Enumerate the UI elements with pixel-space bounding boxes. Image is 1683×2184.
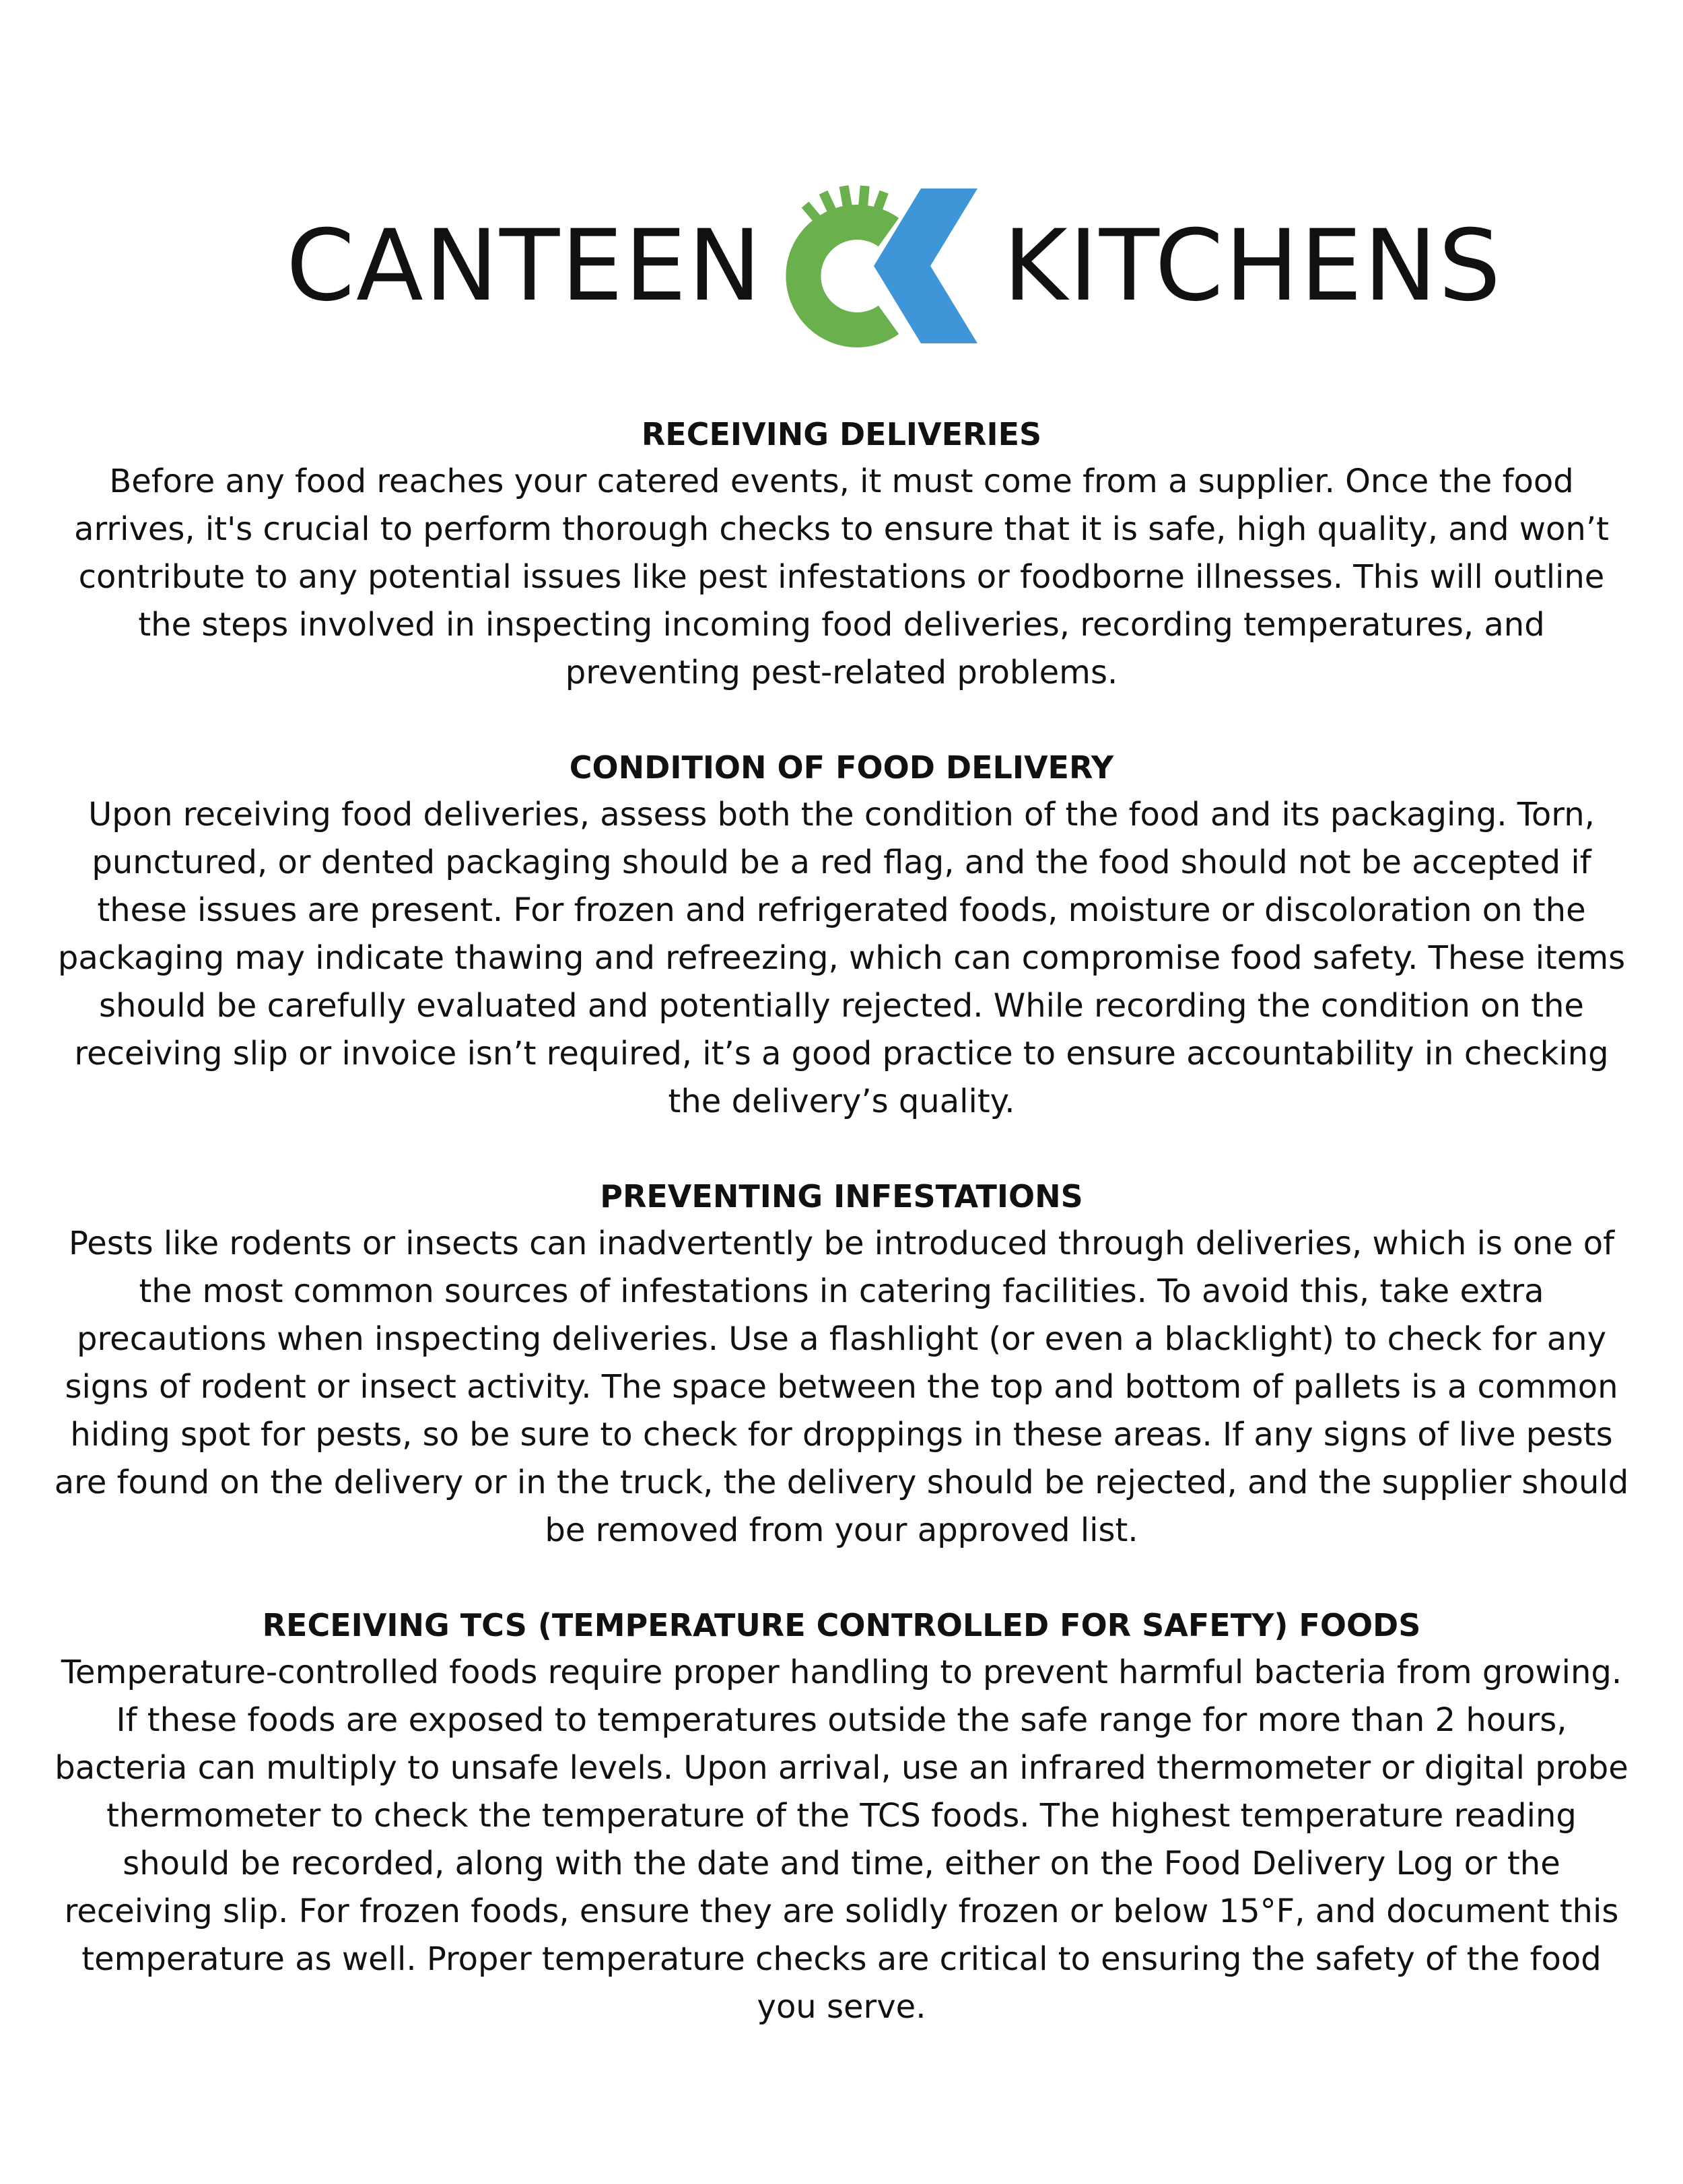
brand-logo <box>0 182 1683 350</box>
section-paragraph: Upon receiving food deliveries, assess both the condition of the food and its packaging. Torn, punctured, or dented packaging should be a red flag, and the food should not be accepted if these issues are present. For frozen and refrigerated foods, moisture or discoloration on the packaging may indicate thawing and refreezing, which can compromise food safety. These items should be carefully evaluated and potentially rejected. While recording the condition on the receiving slip or invoice isn’t required, it’s a good practice to ensure accountability in checking the delivery’s quality. <box>57 796 1626 1120</box>
section-paragraph: Temperature-controlled foods require proper handling to prevent harmful bacteria from growing. If these foods are exposed to temperatures outside the safe range for more than 2 hours, bacteria can multiply to unsafe levels. Upon arrival, use an infrared thermometer or digital probe thermometer to check the temperature of the TCS foods. The highest temperature reading should be recorded, along with the date and time, either on the Food Delivery Log or the receiving slip. For frozen foods, ensure they are solidly frozen or below 15°F, and document this temperature as well. Proper temperature checks are critical to ensuring the safety of the food you serve. <box>55 1653 1628 2026</box>
logo-word-kitchens: KITCHENS <box>1003 209 1503 323</box>
section-heading: RECEIVING TCS (TEMPERATURE CONTROLLED FOR SAFETY) FOODS <box>262 1607 1421 1643</box>
section-heading: CONDITION OF FOOD DELIVERY <box>569 749 1114 786</box>
section-condition-of-food-delivery <box>54 744 1629 1126</box>
section-heading: PREVENTING INFESTATIONS <box>600 1178 1083 1215</box>
ck-monogram-icon <box>767 182 996 350</box>
document-body <box>54 411 1629 2078</box>
section-paragraph: Pests like rodents or insects can inadvertently be introduced through deliveries, which is one of the most common sources of infestations in catering facilities. To avoid this, take extra precautions when inspecting deliveries. Use a flashlight (or even a blacklight) to check for any signs of rodent or insect activity. The space between the top and bottom of pallets is a common hiding spot for pests, so be sure to check for droppings in these areas. If any signs of live pests are found on the delivery or in the truck, the delivery should be rejected, and the supplier should be removed from your approved list. <box>54 1225 1629 1549</box>
section-preventing-infestations <box>54 1173 1629 1555</box>
logo-word-canteen: CANTEEN <box>286 209 763 323</box>
section-receiving-deliveries <box>54 411 1629 697</box>
section-receiving-tcs-foods <box>54 1602 1629 2031</box>
section-heading: RECEIVING DELIVERIES <box>641 416 1042 452</box>
section-paragraph: Before any food reaches your catered events, it must come from a supplier. Once the food arrives, it's crucial to perform thorough checks to ensure that it is safe, high quality, and won’t contribute to any potential issues like pest infestations or foodborne illnesses. This will outline the steps involved in inspecting incoming food deliveries, recording temperatures, and preventing pest-related problems. <box>74 463 1609 691</box>
